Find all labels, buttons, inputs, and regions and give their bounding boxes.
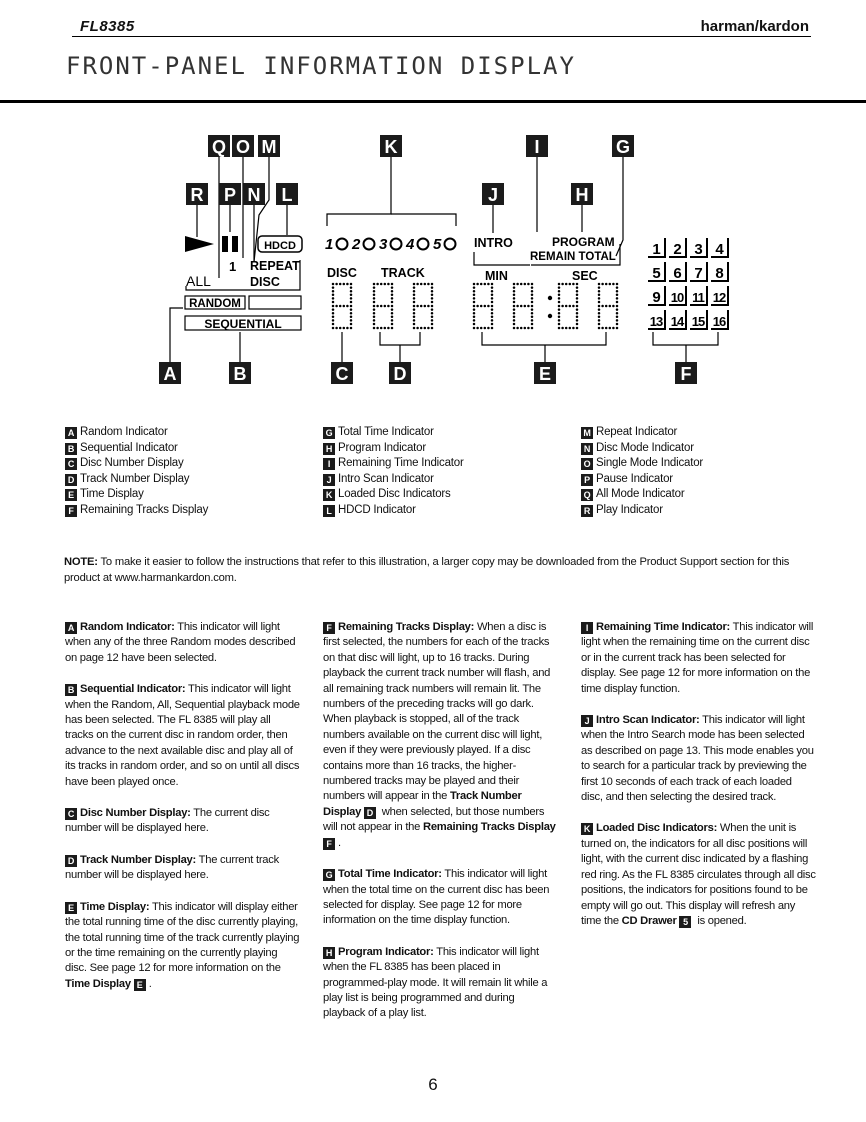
remaining-tracks-grid <box>648 238 728 329</box>
callout-d <box>389 362 411 384</box>
digit-5 <box>558 283 579 330</box>
description-col-1 <box>65 620 300 1008</box>
track-indicator-9 <box>648 286 665 306</box>
callout-e <box>534 362 556 384</box>
note-text: To make it easier to follow the instructions that refer to this illustration, a larger copy may be downloaded from the Product Support section for this product at www.harmankardon.com. <box>64 556 790 584</box>
legend-item-p: P Pause Indicator <box>581 472 703 488</box>
svg-text:B: B <box>233 364 247 384</box>
desc-a: A Random Indicator: This indicator will light when any of the three Random modes described on page 12 have been selected. <box>65 621 296 664</box>
remain-total-indicator: REMAIN TOTAL <box>530 251 616 263</box>
note-label: NOTE: <box>64 556 98 568</box>
track-indicator-11 <box>690 286 707 305</box>
svg-text:O: O <box>235 137 251 157</box>
callout-a <box>159 362 181 384</box>
legend-item-d: D Track Number Display <box>65 472 208 488</box>
digit-2 <box>413 283 434 330</box>
legend-item-m: M Repeat Indicator <box>581 425 703 441</box>
svg-text:4: 4 <box>715 241 723 258</box>
disc-indicator-5: 5 <box>433 236 442 253</box>
svg-text:C: C <box>335 364 349 384</box>
disc-indicator-1: 1 <box>325 236 334 253</box>
svg-text:I: I <box>534 137 540 157</box>
desc-e: E Time Display: This indicator will display either the total running time of the disc currently playing, the total running time of the track currently playing or the time remaining on the currently playing disc. See page 12 for more information on the Time Display E . <box>65 900 300 990</box>
legend-item-b: B Sequential Indicator <box>65 441 208 457</box>
legend-col-3 <box>581 425 703 519</box>
header-rule <box>72 36 811 37</box>
intro-indicator: INTRO <box>474 236 513 250</box>
desc-i: I Remaining Time Indicator: This indicator will light when the remaining time on the current disc or in the current track has been selected for display. See page 12 for more information on the time display function. <box>581 621 814 695</box>
svg-text:P: P <box>223 185 237 205</box>
digit-0 <box>332 283 353 330</box>
desc-d: D Track Number Display: The current track number will be displayed here. <box>65 853 279 882</box>
svg-text:6: 6 <box>673 265 681 282</box>
program-indicator: PROGRAM <box>552 235 615 249</box>
legend-item-j: J Intro Scan Indicator <box>323 472 464 488</box>
desc-c: C Disc Number Display: The current disc number will be displayed here. <box>65 807 270 835</box>
callout-c <box>331 362 353 384</box>
callout-o <box>232 135 254 157</box>
pause-icon <box>222 236 228 252</box>
svg-text:F: F <box>680 364 692 384</box>
svg-text:L: L <box>281 185 293 205</box>
legend-item-h: H Program Indicator <box>323 441 464 457</box>
legend-item-k: K Loaded Disc Indicators <box>323 487 464 503</box>
digit-6 <box>598 283 619 330</box>
legend-item-a: A Random Indicator <box>65 425 208 441</box>
digit-1 <box>373 283 394 330</box>
legend-item-e: E Time Display <box>65 487 208 503</box>
model-name: FL8385 <box>80 18 135 35</box>
legend-item-o: O Single Mode Indicator <box>581 456 703 472</box>
track-indicator-10 <box>669 286 686 305</box>
disc-label: DISC <box>327 266 357 280</box>
track-indicator-16 <box>711 310 728 329</box>
desc-g: G Total Time Indicator: This indicator will light when the total time on the current disc has been selected for display. See page 12 for more information on the time display function. <box>323 868 550 927</box>
svg-text:Q: Q <box>211 137 227 157</box>
desc-j: J Intro Scan Indicator: This indicator will light when the Intro Search mode has been selected as described on page 13. This mode enables you to search for a particular track by previewing the first 10 seconds of each track of each loaded disc, and then selecting the desired track. <box>581 714 814 804</box>
time-colon <box>548 314 552 318</box>
play-icon <box>185 236 214 252</box>
disc-mode-indicator: DISC <box>250 275 280 289</box>
digit-4 <box>513 283 534 330</box>
track-indicator-7 <box>690 262 707 282</box>
single-indicator: 1 <box>229 259 237 274</box>
svg-text:N: N <box>247 185 261 205</box>
svg-text:G: G <box>615 137 631 157</box>
seven-segment-digits <box>332 283 619 330</box>
min-label: MIN <box>485 269 508 283</box>
callout-r <box>186 183 208 205</box>
svg-text:5: 5 <box>652 265 660 282</box>
track-label: TRACK <box>381 266 425 280</box>
note <box>64 554 804 586</box>
track-indicator-6 <box>669 262 686 282</box>
section-title: FRONT-PANEL INFORMATION DISPLAY <box>66 52 576 80</box>
track-indicator-2 <box>669 238 686 258</box>
svg-text:R: R <box>190 185 204 205</box>
svg-text:14: 14 <box>670 314 684 329</box>
svg-text:J: J <box>487 185 499 205</box>
callout-f <box>675 362 697 384</box>
all-indicator: ALL <box>186 273 211 289</box>
svg-text:16: 16 <box>712 314 726 329</box>
callout-p <box>219 183 241 205</box>
sequential-indicator: SEQUENTIAL <box>204 317 282 331</box>
legend-col-2 <box>323 425 464 519</box>
svg-text:10: 10 <box>670 290 684 305</box>
time-colon <box>548 296 552 300</box>
svg-text:M: M <box>261 137 277 157</box>
section-rule <box>0 100 866 103</box>
callout-g <box>612 135 634 157</box>
callout-b <box>229 362 251 384</box>
desc-h: H Program Indicator: This indicator will light when the FL 8385 has been placed in programmed-play mode. It will remain lit while a play list is being programmed and during playback of a play list. <box>323 945 548 1020</box>
description-col-2 <box>323 620 558 1038</box>
svg-text:K: K <box>384 137 398 157</box>
legend-item-f: F Remaining Tracks Display <box>65 503 208 519</box>
svg-text:8: 8 <box>715 265 723 282</box>
svg-text:15: 15 <box>691 314 705 329</box>
svg-text:E: E <box>538 364 552 384</box>
legend-item-c: C Disc Number Display <box>65 456 208 472</box>
svg-text:2: 2 <box>673 241 681 258</box>
track-indicator-4 <box>711 238 728 258</box>
svg-text:D: D <box>393 364 407 384</box>
front-panel-diagram <box>0 110 866 410</box>
svg-text:1: 1 <box>652 241 660 258</box>
callout-q <box>208 135 230 157</box>
callout-l <box>276 183 298 205</box>
svg-text:A: A <box>163 364 177 384</box>
legend-item-n: N Disc Mode Indicator <box>581 441 703 457</box>
callout-k <box>380 135 402 157</box>
callout-i <box>526 135 548 157</box>
callout-h <box>571 183 593 205</box>
sec-label: SEC <box>572 269 598 283</box>
callout-m <box>258 135 280 157</box>
legend-item-g: G Total Time Indicator <box>323 425 464 441</box>
brand-name: harman/kardon <box>700 18 809 35</box>
track-indicator-5 <box>648 262 665 282</box>
desc-b: B Sequential Indicator: This indicator will light when the Random, All, Sequential playback mode has been selected. The FL 8385 will play all tracks on the current disc in random order, then advance to the next available disc and play all of its tracks in random order, and so on until all discs have been played once. <box>65 683 300 788</box>
disc-indicator-4: 4 <box>406 236 415 253</box>
track-indicator-14 <box>669 310 686 329</box>
digit-3 <box>473 283 494 330</box>
track-indicator-3 <box>690 238 707 258</box>
legend-item-r: R Play Indicator <box>581 503 703 519</box>
svg-text:13: 13 <box>649 314 663 329</box>
legend-col-1 <box>65 425 208 519</box>
legend-item-l: L HDCD Indicator <box>323 503 464 519</box>
legend-item-q: Q All Mode Indicator <box>581 487 703 503</box>
svg-text:7: 7 <box>694 265 702 282</box>
desc-f: F Remaining Tracks Display: When a disc is first selected, the numbers for each of the tracks on that disc will light, up to 16 tracks. During playback the current track number will flash, and all remaining track numbers will remain lit. The numbers of the preceding tracks will go dark. When playback is stopped, all of the track numbers available on the current disc will light, even if they were previously played. If a disc contains more than 16 tracks, the higher-numbered tracks may be played and their numbers will appear in the Track Number Display D when selected, but those numbers will not appear in the Remaining Tracks Display F . <box>323 621 556 849</box>
callout-n <box>243 183 265 205</box>
hdcd-indicator: HDCD <box>264 240 296 252</box>
track-indicator-15 <box>690 310 707 329</box>
track-indicator-1 <box>648 238 665 258</box>
disc-indicator-2: 2 <box>352 236 361 253</box>
svg-text:3: 3 <box>694 241 702 258</box>
desc-k: K Loaded Disc Indicators: When the unit is turned on, the indicators for all disc positions will light, with the current disc indicated by a flashing red ring. As the FL 8385 circulates through all disc positions, the indicators for positions found to be empty will go out. This display will refresh any time the CD Drawer 5 is opened. <box>581 822 816 927</box>
legend-item-i: I Remaining Time Indicator <box>323 456 464 472</box>
random-indicator: RANDOM <box>189 298 241 310</box>
svg-text:12: 12 <box>712 290 726 305</box>
svg-text:11: 11 <box>692 290 704 305</box>
track-indicator-13 <box>648 310 665 329</box>
description-col-3 <box>581 620 816 945</box>
repeat-indicator: REPEAT <box>250 259 300 273</box>
svg-text:H: H <box>575 185 589 205</box>
track-indicator-12 <box>711 286 728 305</box>
callout-j <box>482 183 504 205</box>
track-indicator-8 <box>711 262 728 282</box>
page-number: 6 <box>428 1075 438 1094</box>
svg-text:9: 9 <box>652 289 660 306</box>
disc-indicator-3: 3 <box>379 236 388 253</box>
